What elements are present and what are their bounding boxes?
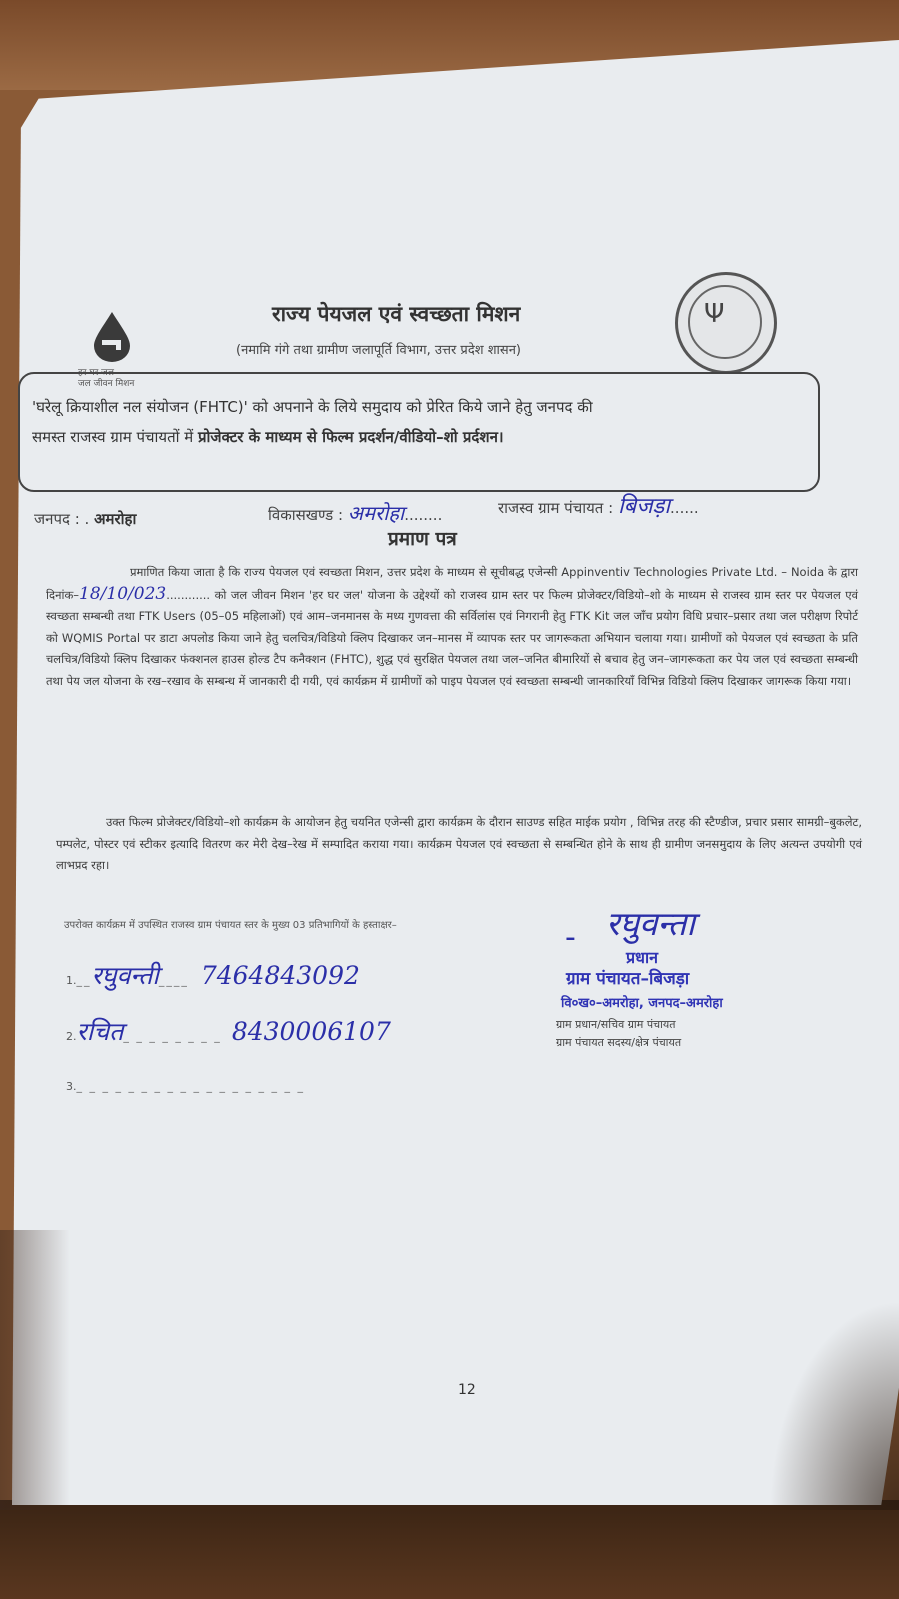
signature-dash: - [565, 920, 576, 955]
stamp-line-3: वि०ख०–अमरोहा, जनपद–अमरोहा [561, 996, 723, 1011]
stamp-line-2: ग्राम पंचायत–बिजड़ा [566, 969, 690, 989]
certificate-title: प्रमाण पत्र [388, 528, 457, 550]
gram-panchayat-field: राजस्व ग्राम पंचायत : बिजड़ा...... [498, 494, 699, 519]
vikaskhand-field: विकासखण्ड : अमरोहा........ [268, 501, 443, 525]
participants-label: उपरोक्त कार्यक्रम में उपस्थित राजस्व ग्राम पंचायत स्तर के मुख्य 03 प्रतिभागियों के हस्ताक्षर– [64, 920, 397, 931]
subject-line-2: समस्त राजस्व ग्राम पंचायतों में प्रोजेक्टर के माध्यम से फिल्म प्रदर्शन/वीडियो–शो प्रर्दशन। [32, 428, 504, 446]
page-number: 12 [458, 1382, 476, 1398]
gram-panchayat-value: बिजड़ा [617, 494, 671, 519]
state-emblem-seal-icon: Ψ [675, 272, 777, 374]
logo-caption-line1: हर घर जल [78, 368, 114, 378]
janpad-field [34, 509, 136, 529]
certificate-paragraph-2: उक्त फिल्म प्रोजेक्टर/विडियो–शो कार्यक्रम के आयोजन हेतु चयनित एजेन्सी द्वारा कार्यक्रम के दौरान साउण्ड सहित माईक प्रयोग , विभिन्न तरह की स्टैण्डीज, प्रचार प्रसार सामग्री–बुकलेट, पम्पलेट, पोस्टर एवं स्टीकर इत्यादि वितरण कर मेरी देख–रेख में सम्पादित कराया गया। कार्यक्रम पेयजल एवं स्वच्छता से सम्बन्धित होने के साथ ही ग्रामीण जनसमुदाय के लिए अत्यन्त उपयोगी एवं लाभप्रद रहा। [56, 815, 862, 872]
shadow-left [0, 1230, 70, 1510]
shadow-right [769, 1300, 899, 1510]
participant-phone: 7464843092 [200, 961, 360, 990]
participant-row: 3._ _ _ _ _ _ _ _ _ _ _ _ _ _ _ _ _ _ [66, 1080, 305, 1093]
program-date: 18/10/023 [79, 583, 167, 604]
vikaskhand-value: अमरोहा [347, 501, 405, 525]
signatory-role-2: ग्राम पंचायत सदस्य/क्षेत्र पंचायत [556, 1036, 682, 1049]
subject-line-1: 'घरेलू क्रियाशील नल संयोजन (FHTC)' को अपनाने के लिये समुदाय को प्रेरित किये जाने हेतु जनपद की [32, 398, 593, 416]
table-surface-bottom [0, 1500, 899, 1599]
janpad-label: जनपद : . [34, 510, 90, 528]
document-sheet [12, 40, 899, 1505]
stamp-line-1: प्रधान [626, 948, 658, 967]
signatory-role-1: ग्राम प्रधान/सचिव ग्राम पंचायत [556, 1018, 676, 1031]
participant-name: रचित [76, 1017, 124, 1046]
page-title: राज्य पेयजल एवं स्वच्छता मिशन [272, 302, 521, 326]
certificate-paragraph-1: प्रमाणित किया जाता है कि राज्य पेयजल एवं स्वच्छता मिशन, उत्तर प्रदेश के माध्यम से सूचीबद्ध एजेन्सी Appinventiv Technologies Private Ltd. – Noida के द्वारा दिनांक–18/10/023............ को जल जीवन मिशन 'हर घर जल' योजना के उद्देश्यों को राजस्व ग्राम स्तर पर फिल्म प्रोजेक्टर/विडियो–शो के माध्यम से राजस्व ग्राम स्तर पर पेयजल एवं स्वच्छता सम्बन्धी तथा FTK Users (05–05 महिलाओं) एवं आम–जनमानस के मध्य गुणवत्ता की सर्विलांस एवं निगरानी हेतु FTK Kit जल जाँच प्रयोग विधि प्रचार–प्रसार तथा जल परीक्षण रिपोर्ट को WQMIS Portal पर डाटा अपलोड किया जाने हेतु चलचित्र/विडियो क्लिप दिखाकर जन–मानस में व्यापक स्तर पर जागरूकता अभियान चलाया गया। ग्रामीणों को पेयजल एवं स्वच्छता के प्रति चलचित्र/विडियो क्लिप दिखाकर फंक्शनल हाउस होल्ड टैप कनैक्शन (FHTC), शुद्ध एवं सुरक्षित पेयजल तथा जल–जनित बीमारियों से बचाव हेतु जन–जागरूकता कर पेय जल एवं स्वच्छता सम्बन्धी तथा पेय जल योजना के रख–रखाव के सम्बन्ध में जानकारी दी गयी, एवं कार्यक्रम में ग्रामीणों को पाइप पेयजल एवं स्वच्छता सम्बन्धी जानकारियाँ विभिन्न विडियो क्लिप दिखाकर जागरूक किया गया। [46, 565, 858, 688]
janpad-value: अमरोहा [94, 510, 137, 528]
participant-name: रघुवन्ती [91, 961, 159, 990]
participant-phone: 8430006107 [231, 1017, 391, 1046]
gram-panchayat-label: राजस्व ग्राम पंचायत : [498, 499, 614, 517]
water-drop-logo-icon [90, 310, 134, 362]
page-subtitle: (नमामि गंगे तथा ग्रामीण जलापूर्ति विभाग, उत्तर प्रदेश शासन) [236, 343, 521, 358]
participant-row: 2.रचित_ _ _ _ _ _ _ _ 8430006107 [66, 1017, 391, 1046]
pradhan-signature: रघुवन्ता [606, 904, 695, 943]
vikaskhand-label: विकासखण्ड : [268, 506, 344, 524]
logo-caption-line2: जल जीवन मिशन [78, 379, 135, 389]
participant-row: 1.__रघुवन्ती____ 7464843092 [66, 961, 360, 990]
